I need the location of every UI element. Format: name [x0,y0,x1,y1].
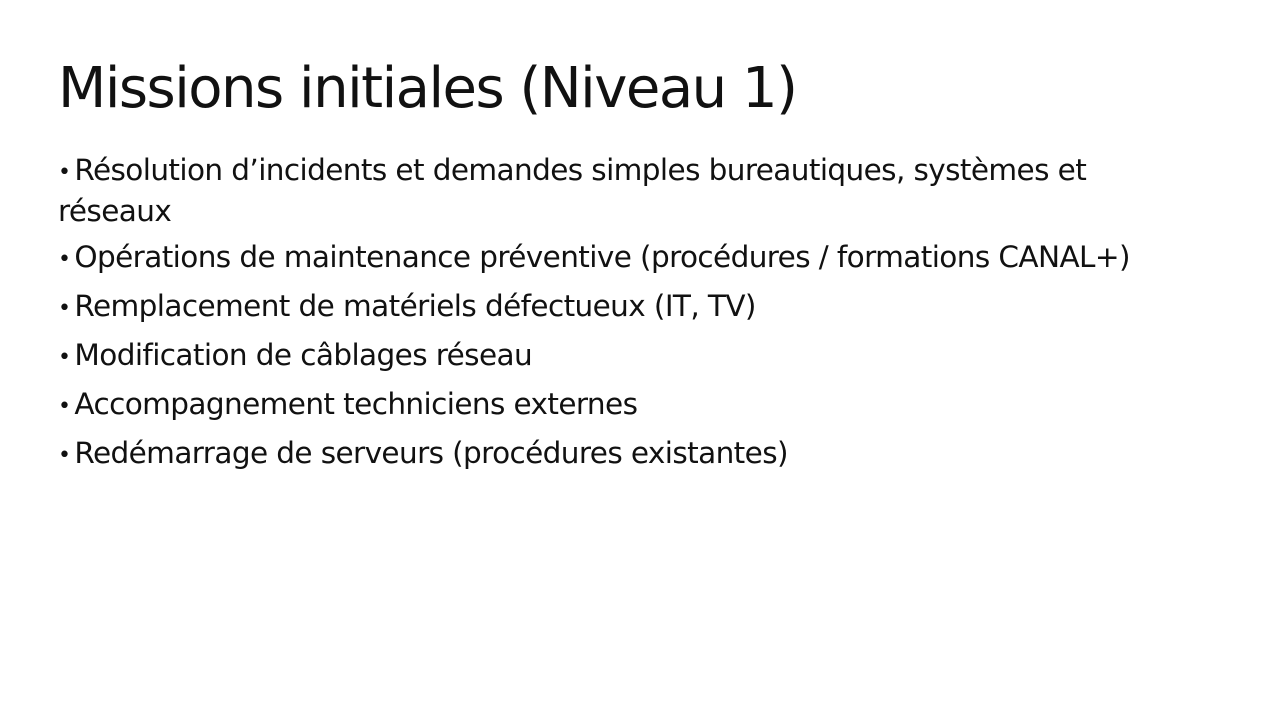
bullet-dot: • [58,296,71,321]
bullet-item [58,238,1208,279]
bullet-text: Redémarrage de serveurs (procédures existantes) [74,436,788,470]
bullet-item [58,287,1208,328]
slide-title: Missions initiales (Niveau 1) [58,56,797,121]
bullet-text: Opérations de maintenance préventive (procédures / formations CANAL+) [74,240,1130,274]
bullet-item [58,336,1208,377]
bullet-item [58,434,1208,475]
bullet-item [58,151,1208,230]
bullet-item [58,385,1208,426]
bullet-text: Accompagnement techniciens externes [74,387,638,421]
bullet-dot: • [58,394,71,419]
bullet-dot: • [58,345,71,370]
bullet-dot: • [58,443,71,468]
bullet-dot: • [58,247,71,272]
bullet-text: Remplacement de matériels défectueux (IT, TV) [74,289,756,323]
bullet-text: Résolution d’incidents et demandes simples bureautiques, systèmes et réseaux [58,153,1087,228]
bullet-text: Modification de câblages réseau [74,338,533,372]
bullet-list [58,151,1208,475]
bullet-dot: • [58,160,71,185]
